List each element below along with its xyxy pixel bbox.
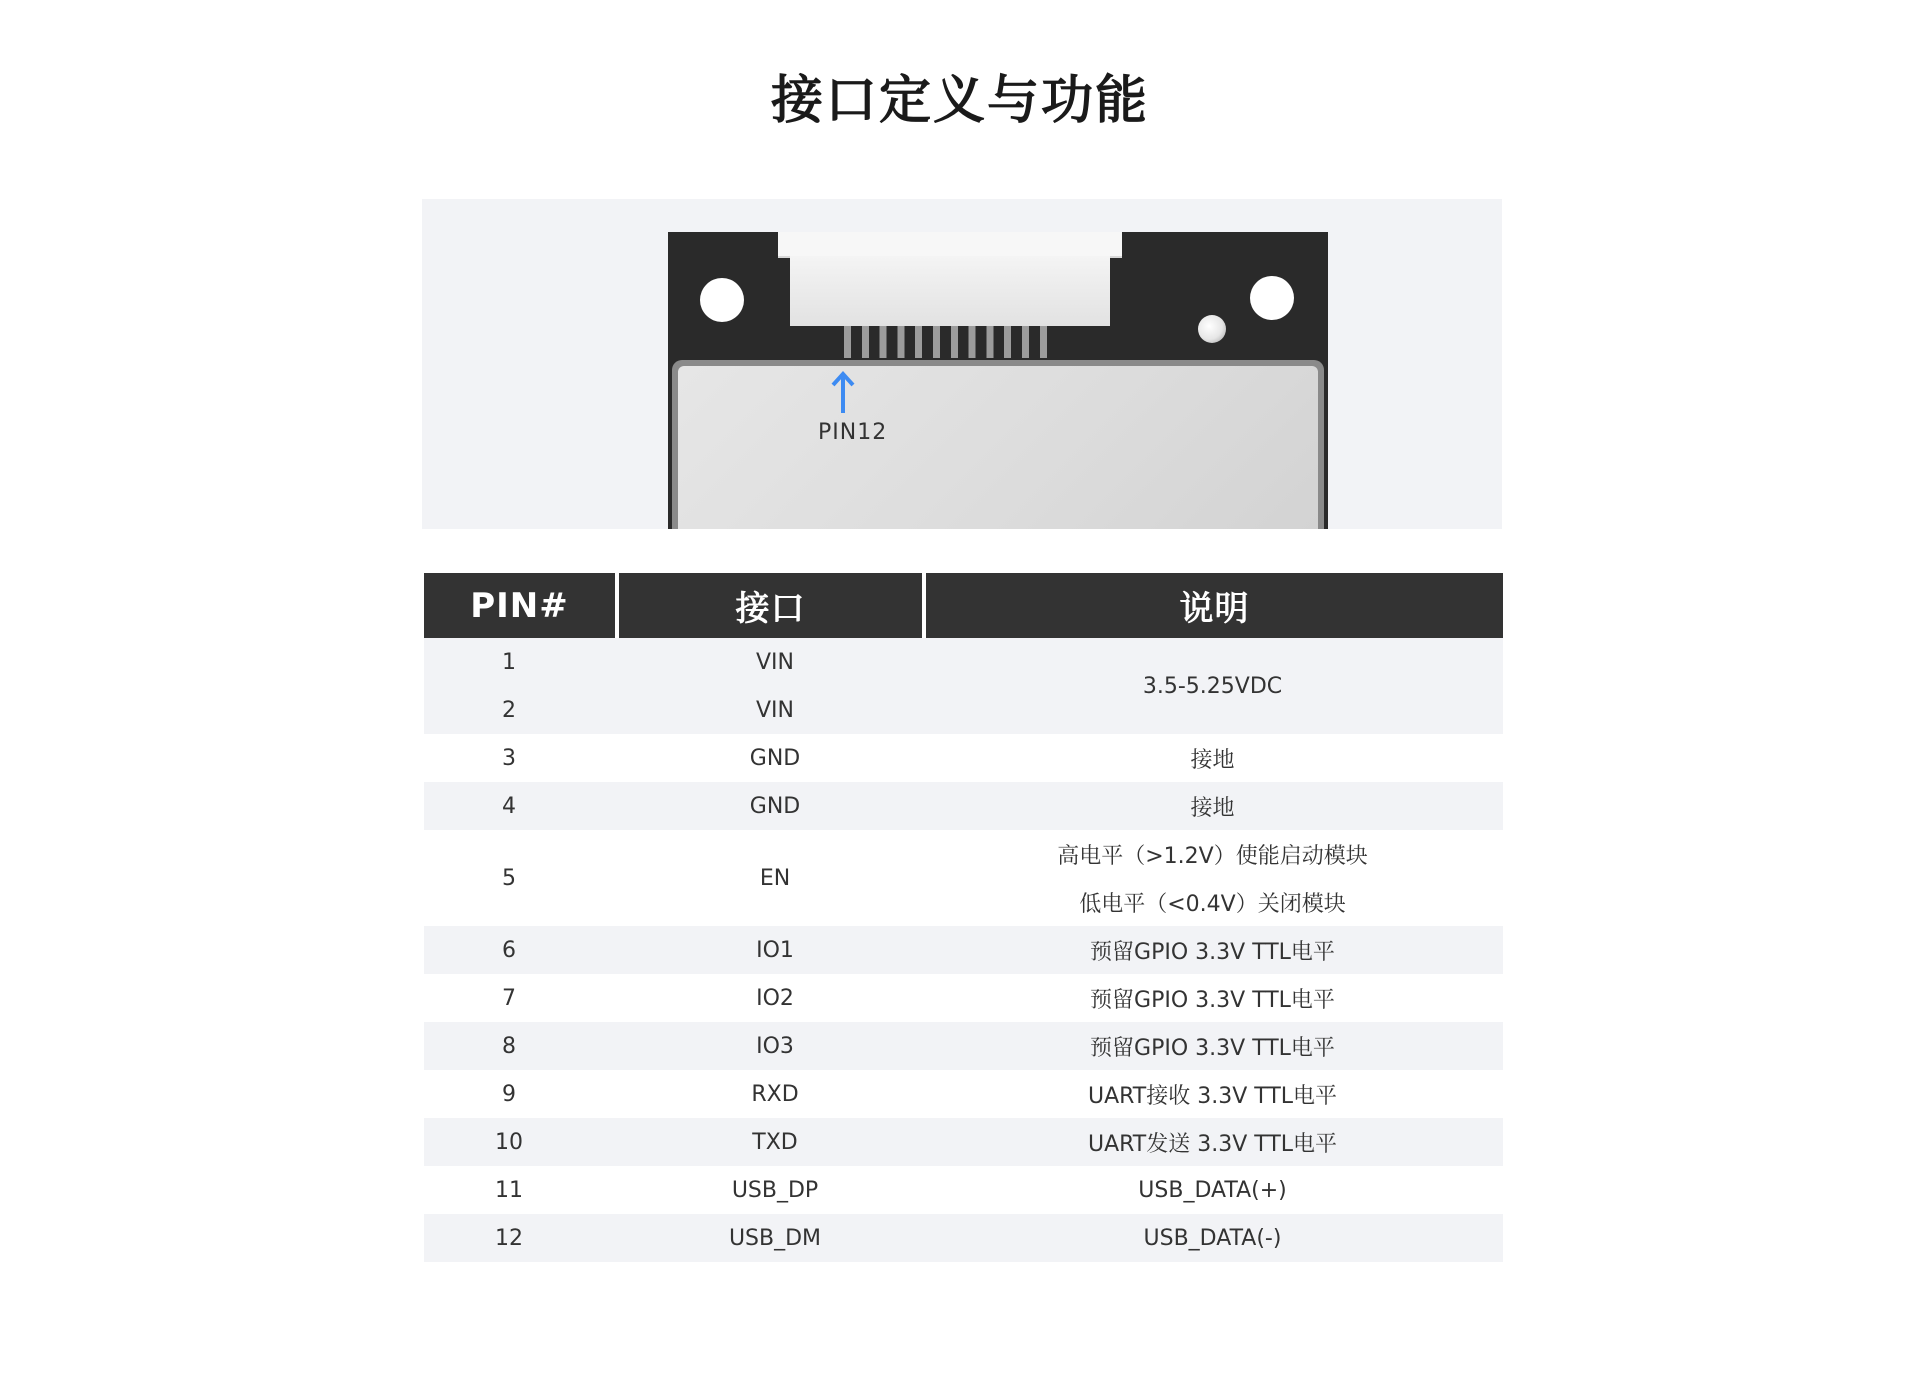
- description-cell: [924, 926, 1501, 974]
- interface-name: VIN: [756, 649, 794, 675]
- table-row: [424, 1166, 1503, 1214]
- pin12-label: PIN12: [818, 420, 888, 445]
- description-text: 接地: [1190, 747, 1235, 773]
- pin-number: 11: [495, 1177, 523, 1203]
- connector-pins: [844, 326, 1056, 358]
- description-text: 接地: [1190, 795, 1235, 821]
- interface-cell: [625, 782, 925, 830]
- pin-cell: [424, 1214, 594, 1262]
- display-screen: [678, 366, 1318, 529]
- interface-cell: [625, 1214, 925, 1262]
- interface-name: IO1: [756, 937, 794, 963]
- pin-cell: [424, 926, 594, 974]
- interface-name: IO2: [756, 985, 794, 1011]
- interface-cell: [625, 1022, 925, 1070]
- pin-cell: [424, 974, 594, 1022]
- interface-name: EN: [759, 865, 791, 891]
- description-text: 高电平（>1.2V）使能启动模块: [1057, 843, 1368, 869]
- interface-cell: [625, 1166, 925, 1214]
- table-row: [424, 974, 1503, 1022]
- pin-number: 10: [495, 1129, 523, 1155]
- interface-name: GND: [749, 793, 801, 819]
- description-text: USB_DATA(-): [1143, 1225, 1282, 1251]
- description-cell: [924, 638, 1501, 734]
- table-row: [424, 1118, 1503, 1166]
- pin-number: 12: [495, 1225, 523, 1251]
- description-text: 预留GPIO 3.3V TTL电平: [1090, 1035, 1335, 1061]
- interface-cell: [625, 638, 925, 734]
- description-text: 低电平（<0.4V）关闭模块: [1079, 891, 1346, 917]
- description-text: 3.5-5.25VDC: [1142, 673, 1283, 699]
- interface-name: USB_DP: [731, 1177, 819, 1203]
- pin-cell: [424, 1022, 594, 1070]
- interface-name: VIN: [756, 697, 794, 723]
- description-cell: [924, 1022, 1501, 1070]
- header-description: 说明: [926, 573, 1503, 638]
- table-row: [424, 1214, 1503, 1262]
- interface-cell: [625, 974, 925, 1022]
- description-text: USB_DATA(+): [1138, 1177, 1287, 1203]
- pin-number: 9: [502, 1081, 516, 1107]
- interface-cell: [625, 830, 925, 926]
- interface-cell: [625, 734, 925, 782]
- table-row: [424, 734, 1503, 782]
- interface-cell: [625, 1070, 925, 1118]
- description-cell: [924, 1166, 1501, 1214]
- table-body: [424, 638, 1503, 1262]
- interface-name: USB_DM: [728, 1225, 822, 1251]
- pin-cell: [424, 782, 594, 830]
- fpc-connector-body: [778, 232, 1122, 258]
- pin-cell: [424, 830, 594, 926]
- description-cell: [924, 1070, 1501, 1118]
- table-row: [424, 782, 1503, 830]
- description-cell: [924, 1118, 1501, 1166]
- description-cell: [924, 734, 1501, 782]
- interface-name: IO3: [756, 1033, 794, 1059]
- page-title: 接口定义与功能: [770, 71, 1149, 131]
- pin-cell: [424, 1118, 594, 1166]
- pin-cell: [424, 638, 594, 734]
- description-cell: [924, 1214, 1501, 1262]
- pin-number: 8: [502, 1033, 516, 1059]
- pin-cell: [424, 1166, 594, 1214]
- product-photo: [422, 199, 1502, 529]
- description-text: 预留GPIO 3.3V TTL电平: [1090, 939, 1335, 965]
- description-text: 预留GPIO 3.3V TTL电平: [1090, 987, 1335, 1013]
- pin-number: 3: [502, 745, 516, 771]
- description-text: UART接收 3.3V TTL电平: [1087, 1083, 1338, 1109]
- pin-number: 1: [502, 649, 516, 675]
- table-row: [424, 1070, 1503, 1118]
- header-pin: PIN#: [424, 573, 615, 638]
- table-row: [424, 830, 1503, 926]
- description-cell: [924, 782, 1501, 830]
- mount-hole-right: [1250, 276, 1294, 320]
- table-row: [424, 1022, 1503, 1070]
- led-indicator: [1198, 315, 1226, 343]
- table-row: [424, 638, 1503, 734]
- interface-cell: [625, 1118, 925, 1166]
- table-header: [424, 573, 1503, 638]
- table-row: [424, 926, 1503, 974]
- interface-cell: [625, 926, 925, 974]
- interface-name: RXD: [751, 1081, 799, 1107]
- module-board: [668, 232, 1328, 529]
- description-cell: [924, 830, 1501, 926]
- pin-number: 6: [502, 937, 516, 963]
- pin-number: 4: [502, 793, 516, 819]
- pin-number: 5: [502, 865, 516, 891]
- pin-number: 7: [502, 985, 516, 1011]
- arrow-up-icon: [831, 371, 855, 415]
- pin-definition-table: [424, 573, 1503, 1262]
- description-cell: [924, 974, 1501, 1022]
- fpc-connector-latch: [790, 256, 1110, 326]
- pin-number: 2: [502, 697, 516, 723]
- pin-cell: [424, 1070, 594, 1118]
- description-text: UART发送 3.3V TTL电平: [1087, 1131, 1338, 1157]
- mount-hole-left: [700, 278, 744, 322]
- header-interface: 接口: [619, 573, 922, 638]
- interface-name: TXD: [752, 1129, 798, 1155]
- pin-cell: [424, 734, 594, 782]
- interface-name: GND: [749, 745, 801, 771]
